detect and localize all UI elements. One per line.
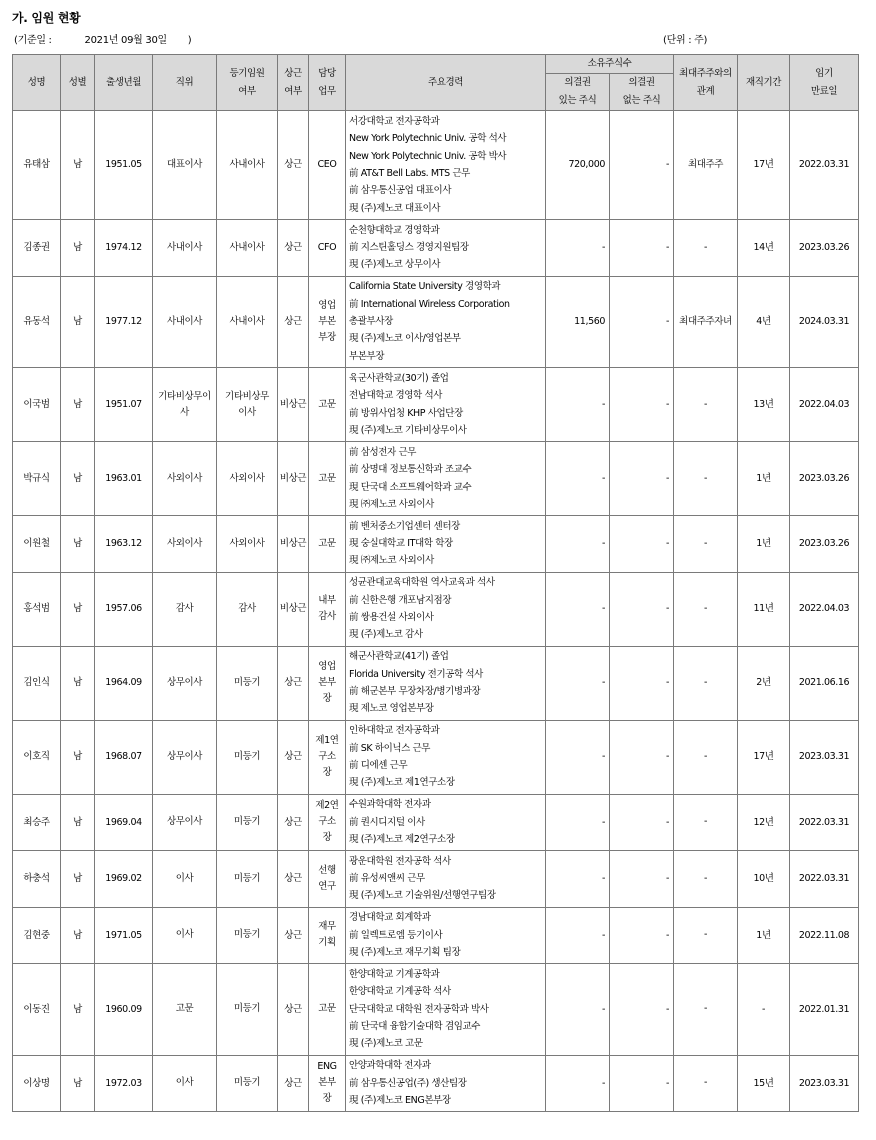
cell-term: 2021.06.16 [790,646,859,720]
cell-position: 상무이사 [153,794,217,851]
cell-registered: 미등기 [217,851,278,908]
cell-fulltime: 비상근 [278,572,309,646]
cell-tenure: 1년 [738,442,790,516]
cell-fulltime: 상근 [278,1055,309,1112]
career-line: 前 신한은행 개포남지점장 [349,594,452,606]
header-tenure: 재직기간 [738,55,790,111]
cell-position: 이사 [153,1055,217,1112]
cell-career [346,794,546,851]
table-row [13,442,859,516]
table-row [13,1055,859,1112]
executive-table [12,54,859,1112]
cell-gender: 남 [61,720,95,794]
cell-relation: - [674,1055,738,1112]
table-body [13,111,859,1112]
career-line: 現 (주)제노코 제1연구소장 [349,777,455,789]
career-line: 前 해군본부 무장차장/병기병과장 [349,686,481,697]
career-line: 한양대학교 기계공학 석사 [349,986,451,998]
cell-term: 2022.03.31 [790,851,859,908]
cell-name: 이동진 [13,964,61,1056]
cell-position: 기타비상무이사 [153,368,217,442]
cell-gender: 남 [61,907,95,964]
career-line: 現 제노코 영업본부장 [349,703,434,715]
career-line: 現 (주)제노코 대표이사 [349,202,441,214]
table-row [13,276,859,368]
career-line: 前 International Wireless Corporation [349,298,510,310]
cell-gender: 남 [61,794,95,851]
cell-fulltime: 상근 [278,720,309,794]
table-row [13,516,859,573]
cell-voting-shares: - [546,220,610,277]
cell-career [346,964,546,1056]
cell-gender: 남 [61,964,95,1056]
cell-gender: 남 [61,572,95,646]
cell-duty: ENG본부장 [309,1055,346,1112]
career-line: 前 삼우통신공업(주) 생산팀장 [349,1077,467,1089]
cell-career [346,220,546,277]
cell-name: 이상명 [13,1055,61,1112]
cell-name: 김종권 [13,220,61,277]
cell-fulltime: 비상근 [278,442,309,516]
table-row [13,851,859,908]
table-row [13,720,859,794]
table-row [13,572,859,646]
cell-voting-shares: - [546,794,610,851]
cell-position: 사내이사 [153,276,217,368]
cell-tenure: 17년 [738,720,790,794]
career-line: 前 삼성전자 근무 [349,446,417,458]
cell-registered: 기타비상무이사 [217,368,278,442]
cell-nonvoting-shares: - [610,964,674,1056]
cell-fulltime: 상근 [278,220,309,277]
cell-tenure: 10년 [738,851,790,908]
table-row [13,220,859,277]
cell-career [346,516,546,573]
cell-career [346,442,546,516]
cell-gender: 남 [61,442,95,516]
career-line: 前 유성씨앤씨 근무 [349,873,425,885]
career-line: 前 퀀시디지털 이사 [349,816,425,828]
cell-fulltime: 상근 [278,646,309,720]
header-career: 주요경력 [346,55,546,111]
cell-voting-shares: - [546,964,610,1056]
cell-career [346,572,546,646]
cell-nonvoting-shares: - [610,516,674,573]
cell-position: 이사 [153,907,217,964]
career-line: 前 지스틴홀딩스 경영지원팀장 [349,242,469,254]
cell-term: 2022.04.03 [790,368,859,442]
cell-relation: - [674,851,738,908]
career-line: 前 디에센 근무 [349,760,408,771]
cell-registered: 감사 [217,572,278,646]
cell-relation: - [674,572,738,646]
cell-gender: 남 [61,851,95,908]
cell-duty: 내부감사 [309,572,346,646]
header-duty: 담당 업무 [309,55,346,111]
cell-voting-shares: - [546,851,610,908]
career-line: 現 단국대 소프트웨어학과 교수 [349,481,472,493]
cell-fulltime: 상근 [278,851,309,908]
cell-registered: 미등기 [217,720,278,794]
table-row [13,907,859,964]
cell-position: 상무이사 [153,720,217,794]
career-line: 現 ㈜제노코 사외이사 [349,498,434,510]
cell-term: 2022.01.31 [790,964,859,1056]
career-line: New York Polytechnic Univ. 공학 박사 [349,150,507,162]
cell-fulltime: 비상근 [278,516,309,573]
cell-duty: 고문 [309,368,346,442]
cell-registered: 사외이사 [217,442,278,516]
cell-term: 2024.03.31 [790,276,859,368]
table-row [13,794,859,851]
section-title: 가. 임원 현황 [12,11,81,25]
base-date [14,31,214,46]
career-line: 경남대학교 회계학과 [349,912,431,924]
career-line: 現 (주)제노코 제2연구소장 [349,833,455,845]
cell-voting-shares: - [546,646,610,720]
cell-tenure: 14년 [738,220,790,277]
cell-career [346,368,546,442]
career-line: 現 (주)제노코 기타비상무이사 [349,424,467,436]
career-line: 前 방위사업청 KHP 사업단장 [349,407,463,419]
cell-voting-shares: - [546,516,610,573]
career-line: 前 일렉트로엠 등기이사 [349,929,443,941]
cell-tenure: 15년 [738,1055,790,1112]
cell-name: 하충석 [13,851,61,908]
cell-relation: - [674,442,738,516]
cell-relation: - [674,964,738,1056]
cell-nonvoting-shares: - [610,1055,674,1112]
cell-tenure: 1년 [738,516,790,573]
cell-birth: 1963.01 [95,442,153,516]
cell-term: 2022.03.31 [790,794,859,851]
career-line: 수원과학대학 전자과 [349,799,431,811]
cell-relation: - [674,907,738,964]
career-line: 前 삼우통신공업 대표이사 [349,185,452,197]
cell-birth: 1972.03 [95,1055,153,1112]
cell-relation: - [674,368,738,442]
cell-position: 이사 [153,851,217,908]
cell-relation: - [674,646,738,720]
cell-nonvoting-shares: - [610,851,674,908]
career-line: 부본부장 [349,350,385,362]
header-birth: 출생년월 [95,55,153,111]
cell-name: 유동석 [13,276,61,368]
cell-career [346,276,546,368]
career-line: 한양대학교 기계공학과 [349,968,440,980]
cell-term: 2023.03.26 [790,220,859,277]
cell-position: 고문 [153,964,217,1056]
cell-voting-shares: 11,560 [546,276,610,368]
cell-career [346,907,546,964]
cell-duty: CEO [309,111,346,220]
career-line: 前 SK 하이닉스 근무 [349,742,431,754]
career-line: 現 (주)제노코 재무기획 팀장 [349,946,461,958]
cell-registered: 미등기 [217,646,278,720]
cell-voting-shares: - [546,907,610,964]
cell-registered: 미등기 [217,907,278,964]
cell-birth: 1951.07 [95,368,153,442]
cell-career [346,851,546,908]
cell-voting-shares: 720,000 [546,111,610,220]
cell-gender: 남 [61,368,95,442]
career-line: 전남대학교 경영학 석사 [349,390,443,402]
cell-duty: 제1연구소장 [309,720,346,794]
cell-nonvoting-shares: - [610,442,674,516]
cell-tenure: 2년 [738,646,790,720]
base-date-value: 2021년 09월 30일 [84,35,167,46]
cell-duty: 재무기획 [309,907,346,964]
cell-tenure: 11년 [738,572,790,646]
career-line: 現 (주)제노코 감사 [349,629,423,641]
header-gender: 성별 [61,55,95,111]
base-date-close: ) [187,35,192,46]
career-line: 前 단국대 융합기술대학 겸임교수 [349,1020,481,1032]
cell-term: 2022.04.03 [790,572,859,646]
cell-duty: 고문 [309,516,346,573]
cell-duty: 영업부본부장 [309,276,346,368]
cell-duty: 영업본부장 [309,646,346,720]
cell-birth: 1974.12 [95,220,153,277]
table-header [13,55,859,111]
career-line: 現 ㈜제노코 사외이사 [349,555,434,567]
career-line: 前 상명대 정보통신학과 조교수 [349,464,472,476]
base-date-open: (기준일 : [14,35,52,46]
cell-nonvoting-shares: - [610,720,674,794]
cell-career [346,111,546,220]
cell-name: 이원철 [13,516,61,573]
cell-tenure: - [738,964,790,1056]
cell-term: 2022.03.31 [790,111,859,220]
cell-registered: 사내이사 [217,276,278,368]
cell-fulltime: 비상근 [278,368,309,442]
cell-name: 유태삼 [13,111,61,220]
cell-duty: 제2연구소장 [309,794,346,851]
career-line: New York Polytechnic Univ. 공학 석사 [349,133,507,145]
cell-registered: 미등기 [217,964,278,1056]
cell-registered: 사내이사 [217,111,278,220]
cell-birth: 1951.05 [95,111,153,220]
cell-career [346,646,546,720]
cell-birth: 1957.06 [95,572,153,646]
table-row [13,368,859,442]
career-line: 단국대학교 대학원 전자공학과 박사 [349,1003,489,1015]
cell-birth: 1969.02 [95,851,153,908]
cell-voting-shares: - [546,572,610,646]
cell-duty: 고문 [309,442,346,516]
cell-term: 2023.03.31 [790,1055,859,1112]
career-line: 총괄부사장 [349,316,393,328]
header-registered: 등기임원 여부 [217,55,278,111]
header-fulltime: 상근 여부 [278,55,309,111]
cell-registered: 미등기 [217,794,278,851]
cell-fulltime: 상근 [278,964,309,1056]
cell-nonvoting-shares: - [610,220,674,277]
cell-voting-shares: - [546,1055,610,1112]
career-line: 前 쌍용건설 사외이사 [349,612,434,623]
cell-term: 2022.11.08 [790,907,859,964]
header-name: 성명 [13,55,61,111]
cell-fulltime: 상근 [278,276,309,368]
cell-gender: 남 [61,646,95,720]
cell-name: 최승주 [13,794,61,851]
cell-registered: 사내이사 [217,220,278,277]
cell-position: 대표이사 [153,111,217,220]
cell-voting-shares: - [546,720,610,794]
cell-registered: 사외이사 [217,516,278,573]
career-line: 現 (주)제노코 상무이사 [349,259,441,271]
career-line: 現 (주)제노코 이사/영업본부 [349,333,461,345]
cell-nonvoting-shares: - [610,368,674,442]
career-line: 성균관대교육대학원 역사교육과 석사 [349,577,495,589]
career-line: 광운대학원 전자공학 석사 [349,855,451,867]
cell-voting-shares: - [546,368,610,442]
cell-tenure: 17년 [738,111,790,220]
header-shares: 소유주식수 [546,55,674,74]
cell-nonvoting-shares: - [610,111,674,220]
career-line: 순천향대학교 경영학과 [349,224,440,236]
cell-gender: 남 [61,111,95,220]
cell-birth: 1963.12 [95,516,153,573]
cell-duty: 고문 [309,964,346,1056]
cell-tenure: 1년 [738,907,790,964]
cell-relation: - [674,794,738,851]
cell-term: 2023.03.31 [790,720,859,794]
cell-name: 박규식 [13,442,61,516]
career-line: 現 (주)제노코 기술위원/선행연구팀장 [349,890,496,902]
career-line: 인하대학교 전자공학과 [349,725,440,737]
unit-note: (단위 : 주) [663,35,708,46]
header-voting: 의결권 있는 주식 [546,74,610,111]
cell-birth: 1977.12 [95,276,153,368]
cell-tenure: 13년 [738,368,790,442]
cell-tenure: 12년 [738,794,790,851]
cell-term: 2023.03.26 [790,516,859,573]
cell-name: 김인식 [13,646,61,720]
cell-position: 감사 [153,572,217,646]
cell-gender: 남 [61,1055,95,1112]
cell-birth: 1960.09 [95,964,153,1056]
cell-fulltime: 상근 [278,794,309,851]
cell-birth: 1971.05 [95,907,153,964]
cell-career [346,720,546,794]
cell-gender: 남 [61,516,95,573]
cell-duty: 선행연구 [309,851,346,908]
table-row [13,646,859,720]
cell-duty: CFO [309,220,346,277]
career-line: Florida University 전기공학 석사 [349,668,483,680]
cell-relation: 최대주주자녀 [674,276,738,368]
cell-gender: 남 [61,276,95,368]
cell-registered: 미등기 [217,1055,278,1112]
cell-relation: - [674,516,738,573]
career-line: 現 (주)제노코 고문 [349,1038,423,1050]
cell-nonvoting-shares: - [610,646,674,720]
header-relation: 최대주주와의 관계 [674,55,738,111]
table-row [13,964,859,1056]
career-line: 前 AT&T Bell Labs. MTS 근무 [349,168,470,179]
cell-birth: 1969.04 [95,794,153,851]
cell-name: 이국범 [13,368,61,442]
cell-position: 사외이사 [153,516,217,573]
cell-name: 김현중 [13,907,61,964]
cell-term: 2023.03.26 [790,442,859,516]
career-line: 現 숭실대학교 IT대학 학장 [349,538,453,550]
header-nonvoting: 의결권 없는 주식 [610,74,674,111]
header-term: 임기 만료일 [790,55,859,111]
cell-fulltime: 상근 [278,111,309,220]
cell-nonvoting-shares: - [610,794,674,851]
cell-position: 사내이사 [153,220,217,277]
cell-tenure: 4년 [738,276,790,368]
career-line: 육군사관학교(30기) 졸업 [349,372,449,384]
career-line: California State University 경영학과 [349,281,501,293]
cell-nonvoting-shares: - [610,572,674,646]
table-row [13,111,859,220]
cell-fulltime: 상근 [278,907,309,964]
cell-gender: 남 [61,220,95,277]
career-line: 前 벤처중소기업센터 센터장 [349,520,460,532]
cell-relation: - [674,720,738,794]
cell-career [346,1055,546,1112]
career-line: 안양과학대학 전자과 [349,1060,431,1072]
cell-name: 홍석범 [13,572,61,646]
cell-relation: - [674,220,738,277]
career-line: 서강대학교 전자공학과 [349,115,440,127]
cell-position: 상무이사 [153,646,217,720]
cell-birth: 1964.09 [95,646,153,720]
cell-birth: 1968.07 [95,720,153,794]
career-line: 해군사관학교(41기) 졸업 [349,651,449,663]
career-line: 現 (주)제노코 ENG본부장 [349,1094,451,1106]
cell-position: 사외이사 [153,442,217,516]
cell-name: 이호직 [13,720,61,794]
cell-nonvoting-shares: - [610,907,674,964]
cell-voting-shares: - [546,442,610,516]
header-position: 직위 [153,55,217,111]
cell-nonvoting-shares: - [610,276,674,368]
cell-relation: 최대주주 [674,111,738,220]
